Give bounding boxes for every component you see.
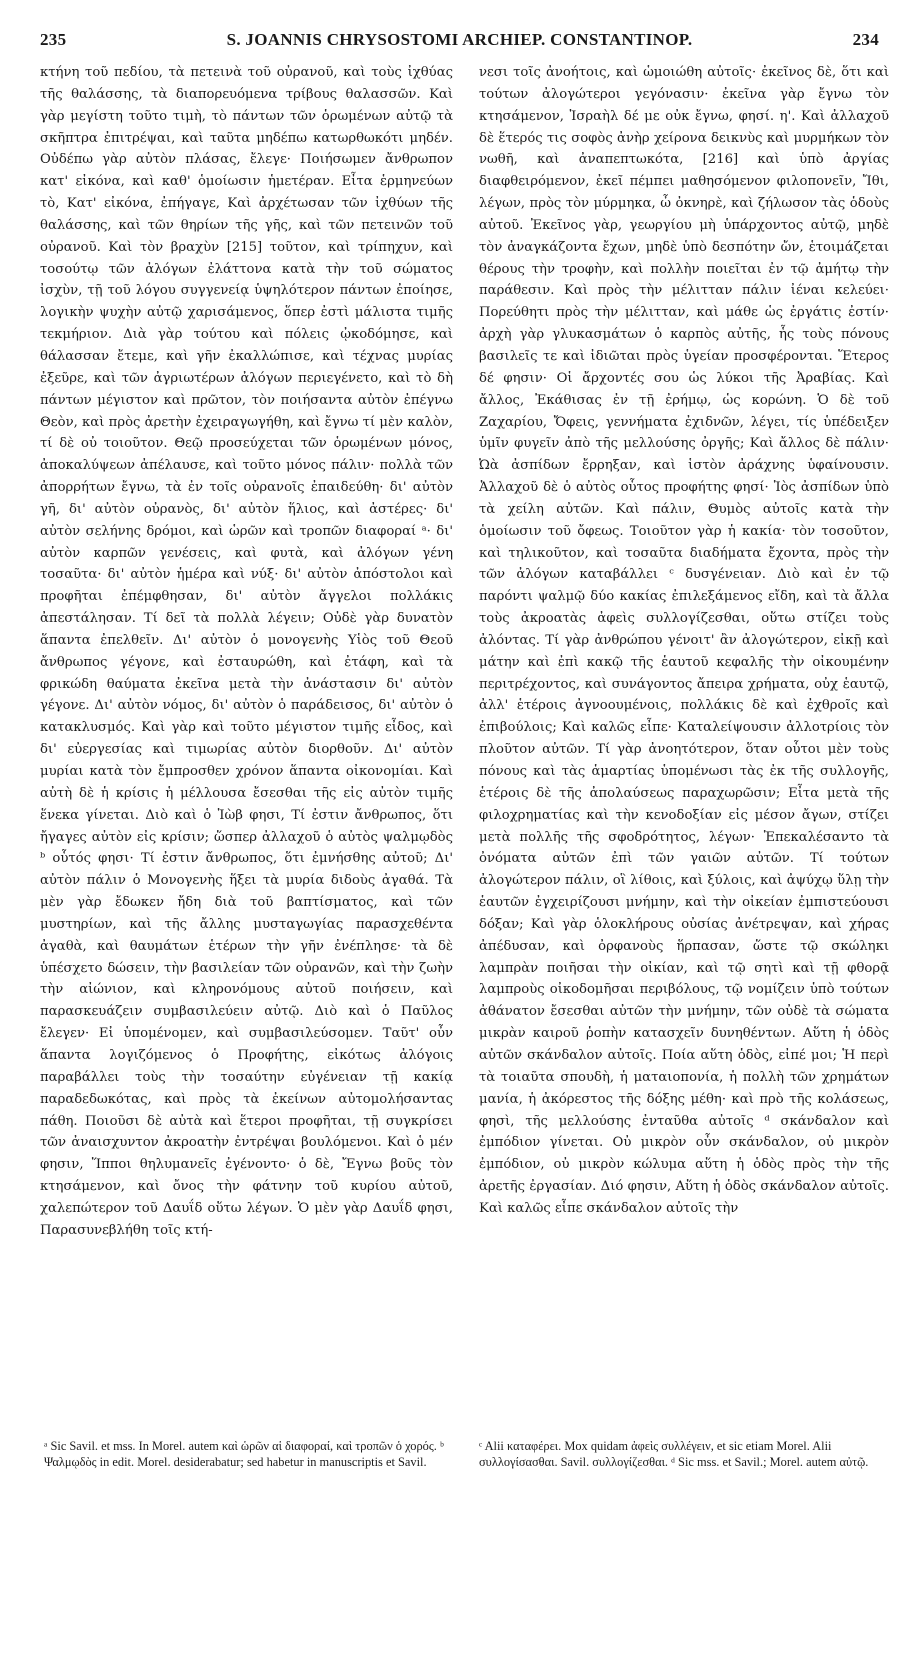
text-column-right — [479, 62, 889, 1662]
column-right-text: νεσι τοῖς ἀνοήτοις, καὶ ὡμοιώθη αὐτοῖς· ἐκεῖνος δὲ, ὅτι καὶ τούτων ἀλογώτεροι γεγόνασιν· ἐκεῖνα γὰρ ἔγνω τὸν κτησάμενον, Ἰσραὴλ δέ με οὐκ ἔγνω, φησί. η'. Καὶ ἀλλαχοῦ δὲ ἕτερός τις σοφὸς ἀνὴρ χείρονα δεικνὺς καὶ μυρμήκων τὸν νωθῆ, καὶ ἀναπεπτωκότα, [216] καὶ ὑπὸ ἀργίας διαφθειρόμενον, ἐκεῖ πέμπει μαθησόμενον φιλοπονεῖν, Ἴθι, λέγων, πρὸς τὸν μύρμηκα, ὦ ὀκνηρὲ, καὶ ζήλωσον τὰς ὁδοὺς αὐτοῦ. Ἐκεῖνος γὰρ, γεωργίου μὴ ὑπάρχοντος αὐτῷ, μηδὲ τὸν ἀναγκάζοντα ἔχων, μηδὲ ὑπὸ δεσπότην ὤν, ἑτοιμάζεται θέρους τὴν τροφὴν, καὶ πολλὴν ποιεῖται ἐν τῷ ἀμήτῳ τὴν παράθεσιν. Καὶ πρὸς τὴν μέλιτταν πάλιν ἰέναι κελεύει· Πορεύθητι πρὸς τὴν μέλιτταν, καὶ μάθε ὡς ἐργάτις ἐστίν· ἀρχὴ γὰρ γλυκασμάτων ὁ καρπὸς αὐτῆς, ἧς τοὺς πόνους βασιλεῖς τε καὶ ἰδιῶται πρὸς ὑγείαν προσφέρονται. Ἕτερος δέ φησιν· Οἱ ἄρχοντές σου ὡς λύκοι τῆς Ἀραβίας. Καὶ ἄλλος, Ἐκάθισας ἐν τῇ ἐρήμῳ, ὡς κορώνη. Ὁ δὲ τοῦ Ζαχαρίου, Ὄφεις, γεννήματα ἐχιδνῶν, λέγει, τίς ὑπέδειξεν ὑμῖν φυγεῖν ἀπὸ τῆς μελλούσης ὀργῆς; Καὶ ἄλλος δὲ πάλιν· Ὠὰ ἀσπίδων ἔρρηξαν, καὶ ἱστὸν ἀράχνης ὑφαίνουσιν. Ἀλλαχοῦ δὲ ὁ αὐτὸς οὗτος προφήτης φησί· Ἰὸς ἀσπίδων ὑπὸ τὰ χείλη αὐτῶν. Καὶ πάλιν, Θυμὸς αὐτοῖς κατὰ τὴν ὁμοίωσιν τοῦ ὄφεως. Τοιοῦτον γὰρ ἡ κακία· τὸν τοσοῦτον, καὶ τηλικοῦτον, καὶ τοσαῦτα διαδήματα ἔχοντα, πρὸς τὴν τῶν ἀλόγων καταβάλλει ᶜ δυσγένειαν. Διὸ καὶ ἐν τῷ παρόντι ψαλμῷ δύο κακίας ἐπιλεξάμενος εἴδη, καὶ τὰ ἄλλα τοὺς ἀκροατὰς ἀφεὶς συλλογίζεσθαι, οὕτω στίζει τοὺς ἀλόντας. Τί γὰρ ἀνθρώπου γένοιτ' ἂν ἀλογώτερον, εἰκῇ καὶ μάτην καὶ ἐπὶ κακῷ τῆς ἑαυτοῦ κεφαλῆς τὴν οἰκουμένην περιτρέχοντος, καὶ συνάγοντος ἄπειρα χρήματα, οὐχ ἑαυτῷ, ἀλλ' ἑτέροις ἀγνοουμένοις, πολλάκις δὲ καὶ ἐχθροῖς καὶ ἐπιβούλοις; Καὶ καλῶς εἶπε· Καταλείψουσιν ἀλλοτρίοις τὸν πλοῦτον αὐτῶν. Τί γὰρ ἀνοητότερον, ὅταν οὗτοι μὲν τοὺς πόνους καὶ τὰς ἁμαρτίας ὑπομένωσι τὰς ἐκ τῆς συλλογῆς, ἑτέροις δὲ τῆς ἀπολαύσεως παραχωρῶσιν; Εἶτα μετὰ τῆς φιλοχρηματίας καὶ τὴν κενοδοξίαν εἰς μέσον ἄγων, στίζει μετὰ πολλῆς τῆς σφοδρότητος, λέγων· Ἐπεκαλέσαντο τὰ ὀνόματα αὐτῶν ἐπὶ τῶν γαιῶν αὐτῶν. Τί τούτων ἀλογώτερον πάλιν, οἳ λίθοις, καὶ ξύλοις, καὶ ἀψύχῳ ὕλῃ τὴν ἑαυτῶν ἐγχειρίζουσι μνήμην, καὶ τὴν οἰκείαν ἐμπιστεύουσι δόξαν; Καὶ γὰρ ὁλοκλήρους οὐσίας ἀνέτρεψαν, καὶ χήρας ἀπέδυσαν, καὶ ὀρφανοὺς ἥρπασαν, ὥστε τῷ σκώληκι λαμπρὰν ποιῆσαι τὴν οἰκίαν, καὶ τῷ σητὶ καὶ τῇ φθορᾷ λαμπροὺς οἰκοδομῆσαι περιβόλους, τῷ νομίζειν ὑπὸ τούτων ἀθάνατον ἔσεσθαι αὐτῶν τὴν μνήμην, τῶν οὐδὲ τὰ σώματα μικρὰν καιροῦ ῥοπὴν κατασχεῖν δυνηθέντων. Αὕτη ἡ ὁδὸς αὐτῶν σκάνδαλον αὐτοῖς. Ποία αὕτη ὁδὸς, εἰπέ μοι; Ἡ περὶ τὰ τοιαῦτα σπουδὴ, ἡ ματαιοπονία, ἡ πολλὴ τῶν χρημάτων μανία, ἡ ἀκόρεστος τῆς δόξης μέθη· καὶ πρὸ τῆς κολάσεως, φησὶ, τῆς μελλούσης ἐνταῦθα αὐτοῖς ᵈ σκάνδαλον καὶ ἐμπόδιον γίνεται. Οὐ μικρὸν οὖν σκάνδαλον, οὐ μικρὸν ἐμπόδιον, οὐ μικρὸν κώλυμα αὕτη ἡ ὁδὸς πρὸς τὴν τῆς ἀρετῆς ἐργασίαν. Διό φησιν, Αὕτη ἡ ὁδὸς σκάνδαλον αὐτοῖς. Καὶ καλῶς εἶπε σκάνδαλον αὐτοῖς τὴν — [479, 65, 889, 1216]
column-left-text: κτήνη τοῦ πεδίου, τὰ πετεινὰ τοῦ οὐρανοῦ, καὶ τοὺς ἰχθύας τῆς θαλάσσης, τὰ διαπορευόμενα τρίβους θαλασσῶν. Καὶ γὰρ μεγίστη τοῦτο τιμὴ, τὸ πάντων τῶν ὁρωμένων αὐτῷ τὰ σκῆπτρα ἐπιτρέψαι, καὶ ταῦτα μηδέπω κατωρθωκότι μηδέν. Οὐδέπω γὰρ αὐτὸν πλάσας, ἔλεγε· Ποιήσωμεν ἄνθρωπον κατ' εἰκόνα, καὶ καθ' ὁμοίωσιν ἡμετέραν. Εἶτα ἑρμηνεύων τὸ, Κατ' εἰκόνα, ἐπήγαγε, Καὶ ἀρχέτωσαν τῶν ἰχθύων τῆς θαλάσσης, καὶ τῶν θηρίων τῆς γῆς, καὶ τῶν πετεινῶν τοῦ οὐρανοῦ. Καὶ τὸν βραχὺν [215] τοῦτον, καὶ τρίπηχυν, καὶ τοσούτῳ τῶν ἀλόγων ἐλάττονα κατὰ τὴν τοῦ σώματος ἰσχὺν, τῇ τοῦ λόγου συγγενείᾳ ὑψηλότερον πάντων ἐποίησε, λογικὴν ψυχὴν αὐτῷ χαρισάμενος, ὅπερ ἐστὶ μάλιστα τιμῆς τεκμήριον. Διὰ γὰρ τούτου καὶ πόλεις ᾠκοδόμησε, καὶ θάλασσαν ἔτεμε, καὶ γῆν ἐκαλλώπισε, καὶ τέχνας μυρίας ἐξεῦρε, καὶ τῶν ἀγριωτέρων ἀλόγων περιεγένετο, καὶ τὸ δὴ πάντων μέγιστον καὶ πρῶτον, τὸν ποιήσαντα αὐτὸν ἐπέγνω Θεὸν, καὶ πρὸς ἀρετὴν ἐχειραγωγήθη, καὶ ἔγνω τί μὲν καλὸν, τί δὲ οὐ τοιοῦτον. Θεῷ προσεύχεται τῶν ὁρωμένων μόνος, ἀποκαλύψεων ἀπέλαυσε, καὶ τοῦτο μόνος πάλιν· πολλὰ τῶν ἀπορρήτων ἔγνω, τὰ ἐν τοῖς οὐρανοῖς ἐπαιδεύθη· δι' αὐτὸν γῆ, δι' αὐτὸν οὐρανὸς, δι' αὐτὸν ἥλιος, καὶ ἀστέρες· δι' αὐτὸν σελήνης δρόμοι, καὶ ὡρῶν καὶ τροπῶν διαφοραί ᵃ· δι' αὐτὸν καρπῶν γενέσεις, καὶ φυτὰ, καὶ ἀλόγων γένη τοσαῦτα· δι' αὐτὸν ἡμέρα καὶ νύξ· δι' αὐτὸν ἀπόστολοι καὶ προφῆται ἐπέμφθησαν, δι' αὐτὸν ἄγγελοι πολλάκις ἀπεστάλησαν. Τί δεῖ τὰ πολλὰ λέγειν; Οὐδὲ γὰρ δυνατὸν ἅπαντα ἐπελθεῖν. Δι' αὐτὸν ὁ μονογενὴς Υἱὸς τοῦ Θεοῦ ἄνθρωπος γέγονε, καὶ ἐσταυρώθη, καὶ ἐτάφη, καὶ τὰ φρικώδη θαύματα ἐκεῖνα μετὰ τὴν ἀνάστασιν δι' αὐτὸν γέγονε. Δι' αὐτὸν νόμος, δι' αὐτὸν ὁ παράδεισος, δι' αὐτὸν ὁ κατακλυσμός. Καὶ γὰρ καὶ τοῦτο μέγιστον τιμῆς εἶδος, καὶ δι' εὐεργεσίας καὶ τιμωρίας αὐτὸν διορθοῦν. Δι' αὐτὸν μυρίαι κατὰ τὸν ἔμπροσθεν χρόνον ἅπαντα οἰκονομίαι. Καὶ αὐτὴ δὲ ἡ κρίσις ἡ μέλλουσα ἔσεσθαι τῆς εἰς αὐτὸν τιμῆς ἕνεκα γίνεται. Διὸ καὶ ὁ Ἰὼβ φησι, Τί ἐστιν ἄνθρωπος, ὅτι ἤγαγες αὐτὸν εἰς κρίσιν; ὥσπερ ἀλλαχοῦ ὁ αὐτὸς ψαλμῳδὸς ᵇ οὗτός φησι· Τί ἐστιν ἄνθρωπος, ὅτι ἐμνήσθης αὐτοῦ; Δι' αὐτὸν πάλιν ὁ Μονογενὴς ἥξει τὰ μυρία διδοὺς ἀγαθά. Τὰ μὲν γὰρ ἔδωκεν ἤδη διὰ τοῦ βαπτίσματος, καὶ τῶν μυστηρίων, καὶ τῆς ἄλλης μυσταγωγίας παρασχεθέντα ἀγαθὰ, καὶ θαυμάτων ἑτέρων τὴν γῆν ἐνέπλησε· τὰ δὲ ὑπέσχετο δώσειν, τὴν βασιλείαν τῶν οὐρανῶν, καὶ τὴν ζωὴν τὴν αἰώνιον, καὶ κληρονόμους αὐτοῦ ποιήσειν, καὶ παρασκευάζειν συμβασιλεύειν αὐτῷ. Διὸ καὶ ὁ Παῦλος ἔλεγεν· Εἰ ὑπομένομεν, καὶ συμβασιλεύσομεν. Ταῦτ' οὖν ἅπαντα λογιζόμενος ὁ Προφήτης, εἰκότως ἀλόγοις παραβάλλει τοὺς τὴν τοσαύτην εὐγένειαν τῇ κακίᾳ παραδεδωκότας, καὶ πρὸς τὰ ἐκείνων αὐτομολήσαντας πάθη. Ποιοῦσι δὲ αὐτὰ καὶ ἕτεροι προφῆται, τῇ συγκρίσει τῶν ἀναισχυντον ἀκροατὴν ἐντρέψαι βουλόμενοι. Καὶ ὁ μέν φησιν, Ἵπποι θηλυμανεῖς ἐγένοντο· ὁ δὲ, Ἔγνω βοῦς τὸν κτησάμενον, καὶ ὄνος τὴν φάτνην τοῦ κυρίου αὐτοῦ, χαλεπώτερον τοῦ Δαυΐδ οὕτω λέγων. Ὁ μὲν γὰρ Δαυΐδ φησι, Παρασυνεβλήθη τοῖς κτή- — [40, 65, 453, 1238]
running-title: S. JOANNIS CHRYSOSTOMI ARCHIEP. CONSTANTINOP. — [226, 30, 693, 49]
footnotes-right — [479, 1438, 889, 1470]
page-number-left: 235 — [40, 30, 67, 49]
footnotes-left — [44, 1438, 454, 1470]
running-header — [40, 30, 879, 56]
footnote-text-right: ᶜ Alii καταφέρει. Mox quidam ἀφεὶς συλλέγειν, et sic etiam Morel. Alii συλλογίσασθαι. Savil. συλλογίζεσθαι. ᵈ Sic mss. et Savil.; Morel. autem αὐτῷ. — [479, 1439, 869, 1469]
text-column-left — [40, 62, 453, 1662]
page-number-right: 234 — [852, 30, 879, 49]
footnote-text-left: ᵃ Sic Savil. et mss. In Morel. autem καὶ ὡρῶν αἱ διαφοραί, καὶ τροπῶν ὁ χορός. ᵇ Ψαλμῳδὸς in edit. Morel. desiderabatur; sed habetur in manuscriptis et Savil. — [44, 1439, 444, 1469]
